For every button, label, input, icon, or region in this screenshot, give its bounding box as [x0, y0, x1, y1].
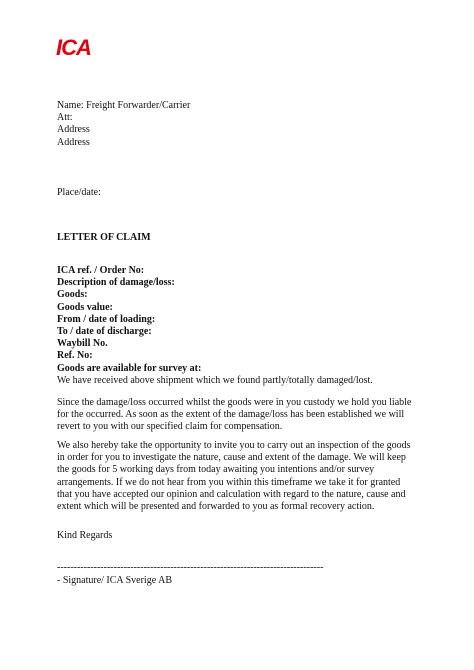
field-ica-ref: ICA ref. / Order No:	[57, 265, 145, 276]
place-date: Place/date:	[57, 187, 101, 198]
closing: Kind Regards	[57, 530, 113, 541]
recipient-address-line-2: Address	[57, 136, 90, 148]
paragraph-inspection: We also hereby take the opportunity to invite you to carry out an inspection of the goods in order for you to investigate the nature, cause and extent of the damage. We will keep the goods for 5 working days from today awaiting you intentions and/or survey arrangements. If we do not hear from you within this timeframe we take it for granted that you have accepted our opinion and calculation with regard to the nature, cause and extent which will be presented and forwarded to you as formal recovery action.	[57, 440, 411, 513]
field-survey-location: Goods are available for survey at:	[57, 362, 202, 374]
claim-fields	[57, 265, 201, 375]
paragraph-liability: Since the damage/loss occurred whilst the goods were in you custody we hold you liable for the occurred. As soon as the extent of the damage/loss has been established we will revert to you with our specified claim for compensation.	[57, 397, 412, 433]
recipient-address	[57, 100, 190, 149]
signature: - Signature/ ICA Sverige AB	[57, 575, 172, 586]
field-from-loading: From / date of loading:	[57, 313, 156, 325]
field-description: Description of damage/loss:	[57, 277, 175, 289]
field-to-discharge: To / date of discharge:	[57, 326, 152, 338]
field-goods: Goods:	[57, 289, 88, 301]
ica-logo: ICA	[56, 35, 91, 60]
field-goods-value: Goods value:	[57, 301, 113, 313]
paragraph-received: We have received above shipment which we found partly/totally damaged/lost.	[57, 375, 373, 386]
signature-line: --------------------------------------------------------------------------------	[57, 562, 324, 573]
field-waybill: Waybill No.	[57, 338, 108, 350]
field-ref-no: Ref. No:	[57, 350, 93, 362]
recipient-name: Name: Freight Forwarder/Carrier	[57, 100, 191, 111]
recipient-att: Att:	[57, 112, 73, 124]
letter-heading: LETTER OF CLAIM	[57, 232, 151, 243]
recipient-address-line-1: Address	[57, 124, 90, 136]
